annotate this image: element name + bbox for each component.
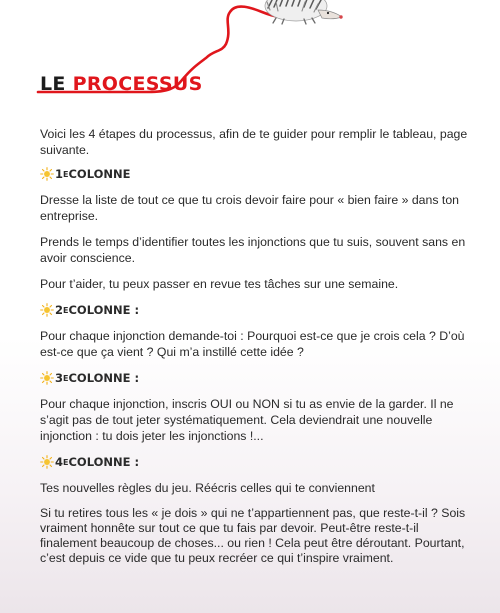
column-1-superscript: E: [63, 169, 69, 179]
column-3-paragraph: Pour chaque injonction, inscris OUI ou NON si tu as envie de la garder. Il ne s’agit pas de tout jeter systématiquement. Cela deviendrait une nouvelle injonction : tu dois jeter les injonctions !...: [40, 397, 454, 443]
column-3-number: 3: [55, 371, 64, 385]
sun-icon: [40, 371, 54, 385]
column-4-number: 4: [55, 455, 64, 469]
column-3-superscript: E: [63, 373, 69, 383]
column-2-superscript: E: [63, 305, 69, 315]
column-4-heading: [40, 455, 468, 469]
column-2-number: 2: [55, 303, 64, 317]
sun-icon: [40, 167, 54, 181]
sun-icon: [40, 455, 54, 469]
column-4-paragraph: Si tu retires tous les « je dois » qui ne t’appartiennent pas, que reste-t-il ? Sois vraiment honnête sur tout ce que tu fais par devoir. Peut-être reste-t-il finalement beaucoup de choses... ou rien ! Cela peut être déroutant. Pourtant, c’est depuis ce vide que tu peux recréer ce qui t’inspire vraiment.: [40, 506, 466, 565]
column-4-superscript: E: [63, 457, 69, 467]
column-2-heading: [40, 303, 468, 317]
column-1-paragraph: Pour t’aider, tu peux passer en revue tes tâches sur une semaine.: [40, 277, 399, 291]
column-2-label: COLONNE :: [68, 303, 140, 317]
column-4-paragraph: Tes nouvelles règles du jeu. Réécris celles qui te conviennent: [40, 481, 375, 495]
column-1-number: 1: [55, 167, 64, 181]
process-content: [40, 126, 468, 576]
column-3-heading: [40, 371, 468, 385]
sun-icon: [40, 303, 54, 317]
column-1-label: COLONNE: [68, 167, 131, 181]
column-2-paragraph: Pour chaque injonction demande-toi : Pourquoi est-ce que je crois cela ? D’où est-ce que ça vient ? Qui m’a instillé cette idée ?: [40, 329, 465, 359]
title-part-1: LE: [40, 73, 73, 95]
intro-paragraph: Voici les 4 étapes du processus, afin de te guider pour remplir le tableau, page suivante.: [40, 127, 468, 157]
column-1-heading: [40, 167, 468, 181]
column-1-paragraph: Prends le temps d’identifier toutes les injonctions que tu suis, souvent sans en avoir conscience.: [40, 235, 466, 265]
title-part-2: PROCESSUS: [72, 73, 203, 95]
column-4-label: COLONNE :: [68, 455, 140, 469]
column-3-label: COLONNE :: [68, 371, 140, 385]
page-title: [40, 73, 203, 95]
hedgehog-illustration: [265, 0, 343, 24]
column-1-paragraph: Dresse la liste de tout ce que tu crois devoir faire pour « bien faire » dans ton entreprise.: [40, 193, 460, 223]
